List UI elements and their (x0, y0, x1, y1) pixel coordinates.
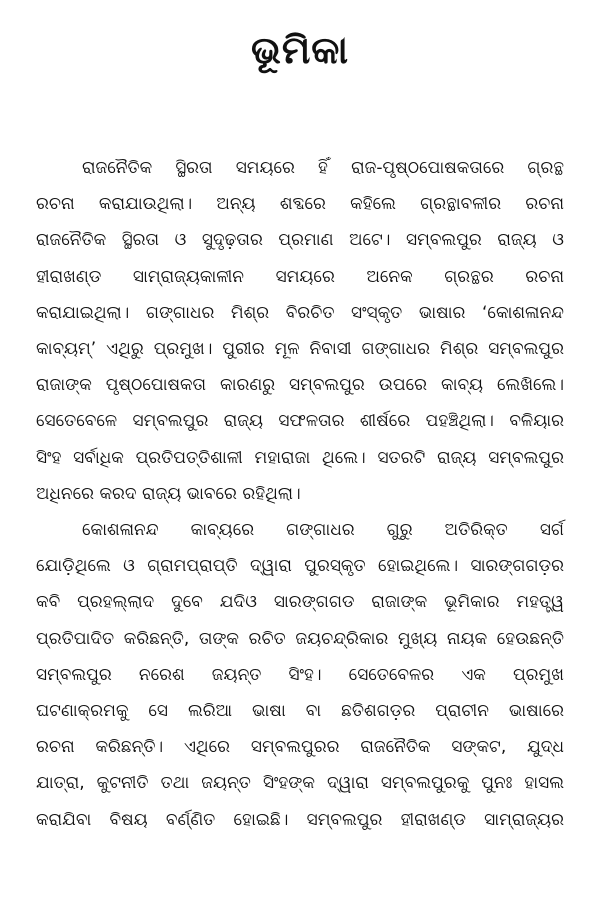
paragraph-line: ଅଧିନରେ କରଦ ରାଜ୍ୟ ଭାବରେ ରହିଥିଲା। (36, 483, 301, 504)
body-text (36, 150, 564, 838)
paragraph-line: କୋଶଳାନନ୍ଦ କାବ୍ୟରେ ଗଙ୍ଗାଧର ଗୁରୁ ଅତିରିକ୍ତ ସର୍ଗ (82, 520, 564, 541)
paragraph-line: ରାଜାଙ୍କ ପୃଷ୍ଠପୋଷକତା କାରଣରୁ ସମ୍ବଲପୁର ଉପରେ କାବ୍ୟ ଲେଖିଲେ। (36, 375, 564, 396)
paragraph-line: ପ୍ରତିପାଦିତ କରିଛନ୍ତି, ତାଙ୍କ ରଚିତ ଜୟଚନ୍ଦ୍ରିକାର ମୁଖ୍ୟ ନାୟକ ହେଉଛନ୍ତି (36, 628, 564, 649)
paragraph-line: ରାଜନୈତିକ ସ୍ଥିରତା ଓ ସୁଦୃଢ଼ତାର ପ୍ରମାଣ ଅଟେ। ସମ୍ବଲପୁର ରାଜ୍ୟ ଓ (36, 230, 564, 251)
paragraph-line: କରାଯିବା ବିଷୟ ବର୍ଣ୍ଣିତ ହୋଇଛି। ସମ୍ବଲପୁର ହୀରାଖଣ୍ଡ ସାମ୍ରାଜ୍ୟର (36, 809, 564, 830)
paragraph-line: ହୀରାଖଣ୍ଡ ସାମ୍ରାଜ୍ୟକାଳୀନ ସମୟରେ ଅନେକ ଗ୍ରନ୍ଥର ରଚନା (36, 266, 564, 287)
paragraph-line: ଘଟଣାକ୍ରମକୁ ସେ ଲରିଆ ଭାଷା ବା ଛତିଶଗଡ଼ର ପ୍ରାଚୀନ ଭାଷାରେ (36, 701, 564, 722)
paragraph-line: କବି ପ୍ରହଲ୍ଲାଦ ଦୁବେ ଯଦିଓ ସାରଙ୍ଗଗଡ ରାଜାଙ୍କ ଭୂମିକାର ମହତ୍ତ୍ୱ (36, 592, 564, 613)
paragraph-line: ଯାତ୍ରା, କୁଟନୀତି ତଥା ଜୟନ୍ତ ସିଂହଙ୍କ ଦ୍ୱାରା ସମ୍ବଲପୁରକୁ ପୁନଃ ହାସଲ (36, 773, 564, 794)
paragraph-line: ସିଂହ ସର୍ବାଧିକ ପ୍ରତିପତ୍ତିଶାଳୀ ମହାରାଜା ଥିଲେ। ସତରଟି ରାଜ୍ୟ ସମ୍ବଲପୁର (36, 447, 564, 468)
paragraph-line: ରଚନା କରିଛନ୍ତି। ଏଥିରେ ସମ୍ବଲପୁରର ରାଜନୈତିକ ସଙ୍କଟ, ଯୁଦ୍ଧ (36, 737, 564, 758)
paragraph-line: ସମ୍ବଲପୁର ନରେଶ ଜୟନ୍ତ ସିଂହ। ସେତେବେଳର ଏକ ପ୍ରମୁଖ (36, 664, 564, 685)
paragraph-line: ଯୋଡ଼ିଥିଲେ ଓ ଗ୍ରାମପ୍ରାପ୍ତି ଦ୍ୱାରା ପୁରସ୍କୃତ ହୋଇଥିଲେ। ସାରଙ୍ଗଗଡ଼ର (36, 556, 564, 577)
paragraph-line: ରାଜନୈତିକ ସ୍ଥିରତା ସମୟରେ ହିଁ ରାଜ-ପୃଷ୍ଠପୋଷକତାରେ ଗ୍ରନ୍ଥ (82, 158, 564, 178)
paragraph-line: କରାଯାଇଥିଲା। ଗଙ୍ଗାଧର ମିଶ୍ର ବିରଚିତ ସଂସ୍କୃତ ଭାଷାର ‘କୋଶଳାନନ୍ଦ (36, 302, 564, 323)
paragraph-line: ସେତେବେଳେ ସମ୍ବଲପୁର ରାଜ୍ୟ ସଫଳତାର ଶୀର୍ଷରେ ପହଞ୍ଚିଥିଲା। ବଳିୟାର (36, 411, 564, 432)
paragraph-line: ରଚନା କରାଯାଉଥିଲା। ଅନ୍ୟ ଶବ୍ଦରେ କହିଲେ ଗ୍ରନ୍ଥାବଳୀର ରଚନା (36, 194, 564, 215)
page-title: ଭୂମିକା (250, 28, 350, 72)
paragraph-line: କାବ୍ୟମ୍’ ଏଥିରୁ ପ୍ରମୁଖ। ପୁରୀର ମୂଳ ନିବାସୀ ଗଙ୍ଗାଧର ମିଶ୍ର ସମ୍ବଲପୁର (36, 339, 564, 360)
